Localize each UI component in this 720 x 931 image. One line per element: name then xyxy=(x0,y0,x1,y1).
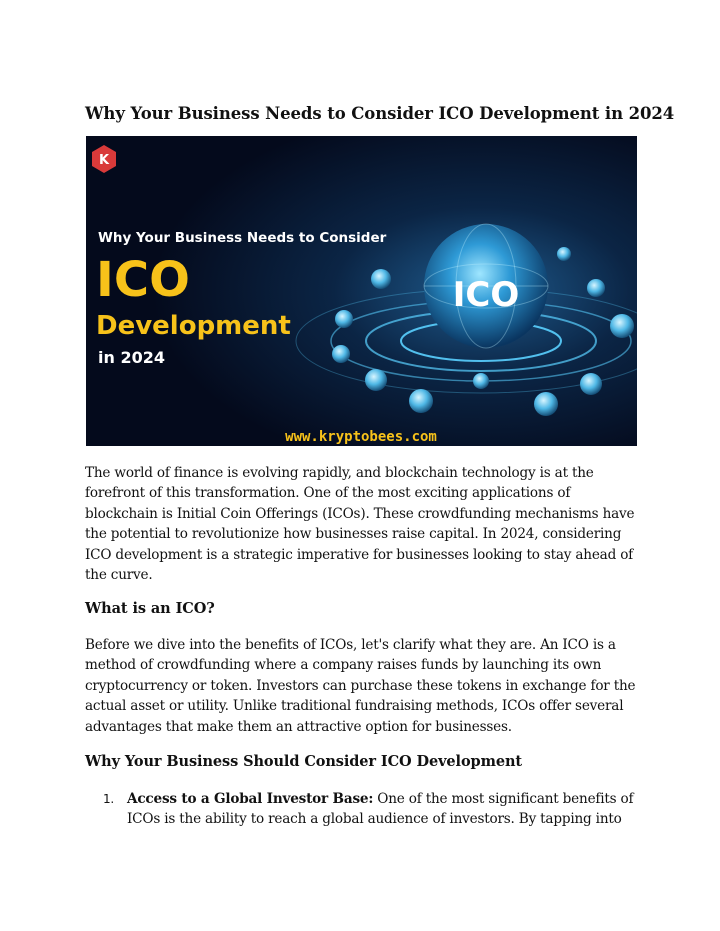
list-item-title: Access to a Global Investor Base: xyxy=(127,791,374,807)
banner-big-line-2: Development xyxy=(96,311,291,341)
section-heading-what-is-ico: What is an ICO? xyxy=(85,600,215,617)
banner-graphic xyxy=(86,136,637,446)
banner-image xyxy=(86,136,637,446)
banner-url: www.kryptobees.com xyxy=(285,429,437,445)
list-item-body xyxy=(127,789,643,830)
list-item xyxy=(103,789,643,830)
banner-big-line-1: ICO xyxy=(96,252,190,308)
banner-heading-line: Why Your Business Needs to Consider xyxy=(98,230,387,246)
list-item-text: One of the most significant benefits of ICOs is the ability to reach a global audience of investors. By tapping into xyxy=(127,791,634,828)
document-title: Why Your Business Needs to Consider ICO Development in 2024 xyxy=(85,104,675,123)
section-heading-why-consider: Why Your Business Should Consider ICO Development xyxy=(85,753,522,770)
list-item-number: 1. xyxy=(103,792,115,806)
globe-label: ICO xyxy=(452,275,520,315)
banner-year-line: in 2024 xyxy=(98,348,165,367)
svg-text:K: K xyxy=(98,153,110,168)
what-is-ico-paragraph: Before we dive into the benefits of ICOs, let's clarify what they are. An ICO is a method of crowdfunding where a company raises funds by launching its own cryptocurrency or token. Investors can purchase these tokens in exchange for the actual asset or utility. Unlike traditional fundraising methods, ICOs offer several advantages that make them an attractive option for businesses. xyxy=(85,637,636,735)
intro-paragraph: The world of finance is evolving rapidly, and blockchain technology is at the forefront of this transformation. One of the most exciting applications of blockchain is Initial Coin Offerings (ICOs). These crowdfunding mechanisms have the potential to revolutionize how businesses raise capital. In 2024, considering ICO development is a strategic imperative for businesses looking to stay ahead of the curve. xyxy=(85,465,635,584)
